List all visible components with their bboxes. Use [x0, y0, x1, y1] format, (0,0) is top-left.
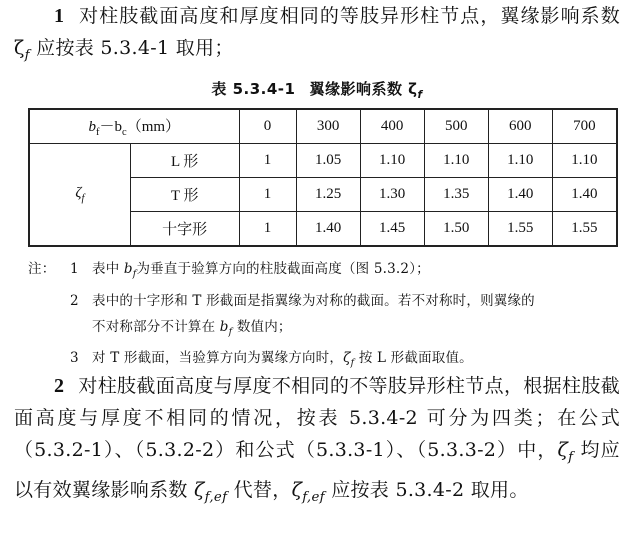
note-continuation	[28, 314, 624, 346]
value-cell: 1.45	[360, 212, 424, 247]
header-label-minus: －b	[99, 119, 123, 135]
note-text-before: 表中	[92, 261, 124, 277]
value-cell: 1	[239, 178, 296, 212]
value-cell: 1.55	[488, 212, 552, 247]
paragraph-2-var-1-sub: f	[568, 449, 574, 465]
paragraph-2-var-3-sub: f,ef	[302, 489, 325, 505]
table-caption	[0, 78, 634, 101]
note-cont-var-b: b	[219, 318, 229, 335]
value-cell: 1.10	[488, 144, 552, 178]
paragraph-1-zeta-sub: f	[24, 47, 30, 63]
note-number: 2	[70, 292, 79, 309]
value-cell: 1.10	[424, 144, 488, 178]
value-cell: 1.35	[424, 178, 488, 212]
paragraph-2-var-3: ζ	[291, 478, 303, 501]
zeta-label-cell	[29, 144, 130, 247]
value-cell: 1.55	[552, 212, 617, 247]
header-label-b: b	[88, 119, 97, 135]
notes-lead: 注：	[28, 261, 56, 277]
value-cell: 1.40	[552, 178, 617, 212]
note-item	[28, 288, 624, 314]
header-value-cell: 500	[424, 109, 488, 144]
zeta-sub: f	[81, 193, 85, 204]
value-cell: 1.10	[552, 144, 617, 178]
header-label-sub-f: f	[96, 127, 100, 138]
table-caption-label: 表 5.3.4-1	[211, 80, 296, 98]
value-cell: 1.05	[296, 144, 360, 178]
paragraph-1	[14, 0, 620, 72]
value-cell: 1.10	[360, 144, 424, 178]
note-var-sub: f	[350, 358, 355, 370]
note-cont-var-sub: f	[228, 326, 233, 338]
note-cont-after: 数值内；	[232, 318, 292, 335]
header-label-cell	[29, 109, 239, 144]
paragraph-1-text: 对柱肢截面高度和厚度相同的等肢异形柱节点，翼缘影响系数 ζ	[14, 5, 620, 59]
paragraph-2-var-2: ζ	[194, 478, 205, 501]
note-var-sub: f	[132, 268, 137, 280]
note-text-after: 按 L 形截面取值。	[354, 350, 473, 367]
value-cell: 1	[239, 212, 296, 247]
note-text-after: 为垂直于验算方向的柱肢截面高度（图 5.3.2）；	[136, 261, 430, 277]
header-label-unit: （mm）	[126, 119, 181, 135]
flange-coefficient-table	[28, 108, 618, 247]
table-notes	[28, 256, 624, 377]
header-value-cell: 0	[239, 109, 296, 144]
note-text	[92, 256, 624, 288]
paragraph-2-var-1: ζ	[557, 439, 569, 461]
paragraph-1-number: 1	[54, 5, 65, 27]
note-text: 表中的十字形和 T 形截面是指翼缘为对称的截面。若不对称时，则翼缘的	[92, 292, 535, 309]
paragraph-2-text-2: 均应以有效翼缘影响系数	[14, 439, 620, 501]
note-text-before: 对 T 形截面，当验算方向为翼缘方向时，	[92, 350, 344, 367]
header-value-cell: 400	[360, 109, 424, 144]
paragraph-2-text-3: 代替，	[227, 478, 292, 501]
table-caption-title: 翼缘影响系数 ζ	[309, 80, 418, 98]
header-label-sub-c: c	[122, 127, 127, 138]
paragraph-1-text-after: 应按表 5.3.4-1 取用；	[29, 37, 234, 59]
paragraph-2-text-4: 应按表 5.3.4-2 取用。	[324, 478, 529, 501]
value-cell: 1.50	[424, 212, 488, 247]
note-item	[28, 256, 624, 288]
shape-cell: 十字形	[130, 212, 239, 247]
note-number: 3	[70, 350, 79, 367]
header-value-cell: 700	[552, 109, 617, 144]
shape-cell: L 形	[130, 144, 239, 178]
note-var-zeta: ζ	[343, 350, 351, 367]
value-cell: 1.40	[296, 212, 360, 247]
header-value-cell: 300	[296, 109, 360, 144]
paragraph-2-var-2-sub: f,ef	[204, 489, 228, 505]
note-var-b: b	[123, 261, 133, 277]
value-cell: 1.25	[296, 178, 360, 212]
table-caption-sub: f	[417, 89, 423, 101]
zeta-symbol: ζ	[75, 185, 82, 201]
paragraph-2	[14, 370, 620, 514]
shape-cell: T 形	[130, 178, 239, 212]
note-number: 1	[70, 261, 79, 277]
value-cell: 1	[239, 144, 296, 178]
table-row-l-shape	[29, 144, 617, 178]
note-lead-spacer	[28, 288, 70, 314]
value-cell: 1.30	[360, 178, 424, 212]
paragraph-2-text-1: 对柱肢截面高度与厚度不相同的不等肢异形柱节点，根据柱肢截面高度与厚度不相同的情况，按表 5.3.4-2 可分为四类；在公式（5.3.2-1）、（5.3.2-2）和公式（5.3.3-1）、（5.3.3-2）中，	[14, 375, 620, 461]
header-value-cell: 600	[488, 109, 552, 144]
table-header-row	[29, 109, 617, 144]
paragraph-2-number: 2	[54, 375, 65, 397]
value-cell: 1.40	[488, 178, 552, 212]
note-cont-before: 不对称部分不计算在	[92, 318, 220, 335]
